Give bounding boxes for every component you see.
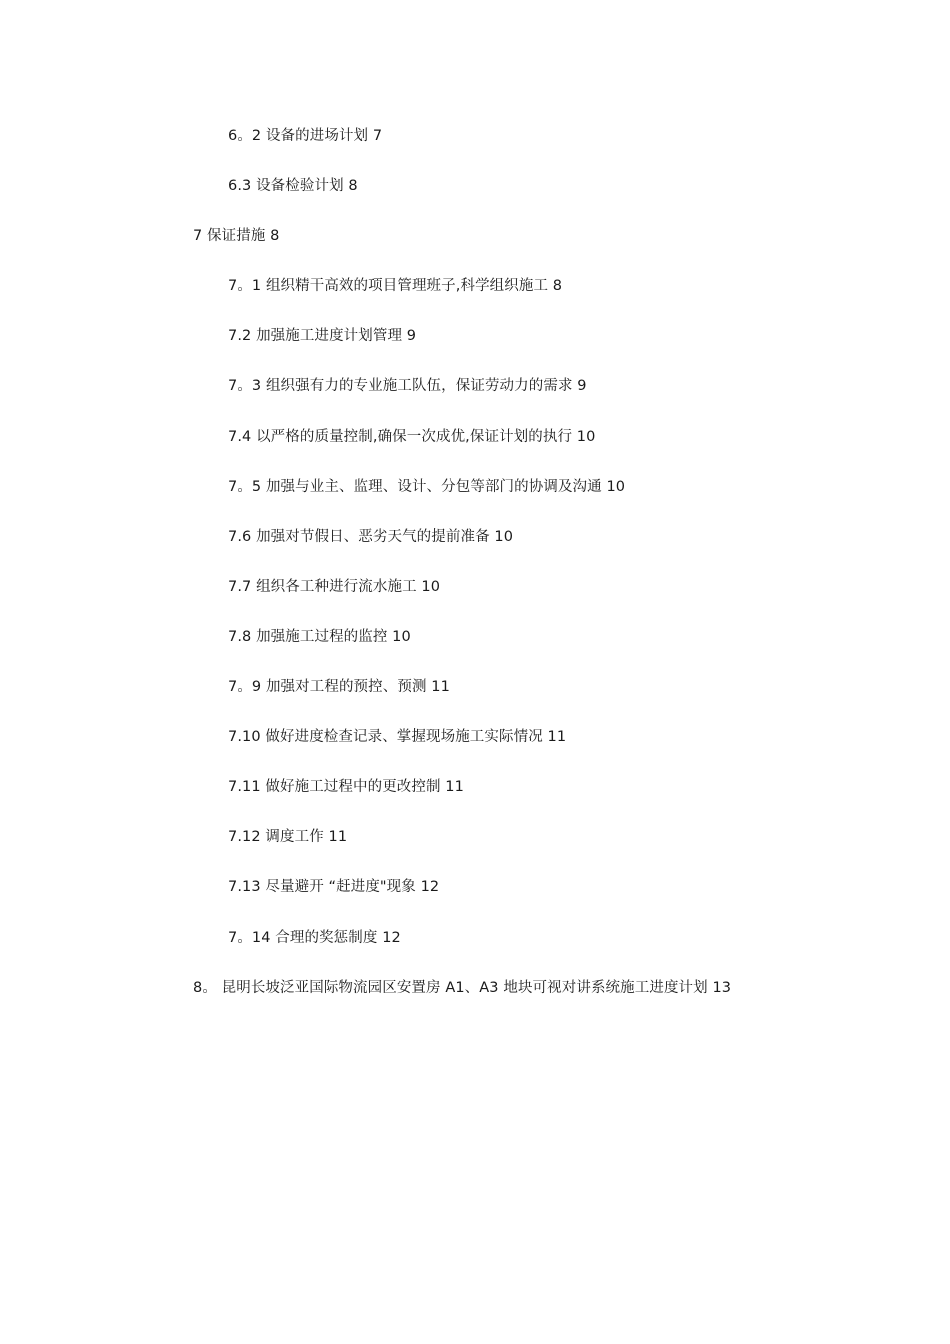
toc-entry-7-3[interactable]: 7。3 组织强有力的专业施工队伍，保证劳动力的需求 9 (228, 378, 587, 395)
toc-entry-7-9[interactable]: 7。9 加强对工程的预控、预测 11 (228, 679, 450, 696)
toc-entry-7-5[interactable]: 7。5 加强与业主、监理、设计、分包等部门的协调及沟通 10 (228, 478, 626, 495)
toc-entry-7-12[interactable]: 7.12 调度工作 11 (228, 829, 348, 846)
toc-entry-7-1[interactable]: 7。1 组织精干高效的项目管理班子,科学组织施工 8 (228, 278, 563, 295)
toc-entry-7[interactable]: 7 保证措施 8 (193, 228, 280, 245)
toc-entry-7-2[interactable]: 7.2 加强施工进度计划管理 9 (228, 328, 417, 345)
toc-entry-6-2[interactable]: 6。2 设备的进场计划 7 (228, 128, 383, 144)
toc-entry-7-7[interactable]: 7.7 组织各工种进行流水施工 10 (228, 578, 441, 595)
toc-entry-7-11[interactable]: 7.11 做好施工过程中的更改控制 11 (228, 779, 464, 796)
toc-entry-7-4[interactable]: 7.4 以严格的质量控制,确保一次成优,保证计划的执行 10 (228, 428, 596, 445)
toc-entry-7-8[interactable]: 7.8 加强施工过程的监控 10 (228, 628, 411, 645)
toc-entry-6-3[interactable]: 6.3 设备检验计划 8 (228, 178, 358, 195)
toc-entry-7-13[interactable]: 7.13 尽量避开 “赶进度"现象 12 (228, 879, 440, 896)
toc-entry-7-10[interactable]: 7.10 做好进度检查记录、掌握现场施工实际情况 11 (228, 729, 567, 746)
toc-entry-7-14[interactable]: 7。14 合理的奖惩制度 12 (228, 929, 401, 946)
table-of-contents (0, 124, 950, 1026)
toc-entry-8[interactable]: 8。 昆明长坡泛亚国际物流园区安置房 A1、A3 地块可视对讲系统施工进度计划 13 (193, 979, 732, 996)
toc-entry-7-6[interactable]: 7.6 加强对节假日、恶劣天气的提前准备 10 (228, 528, 514, 545)
